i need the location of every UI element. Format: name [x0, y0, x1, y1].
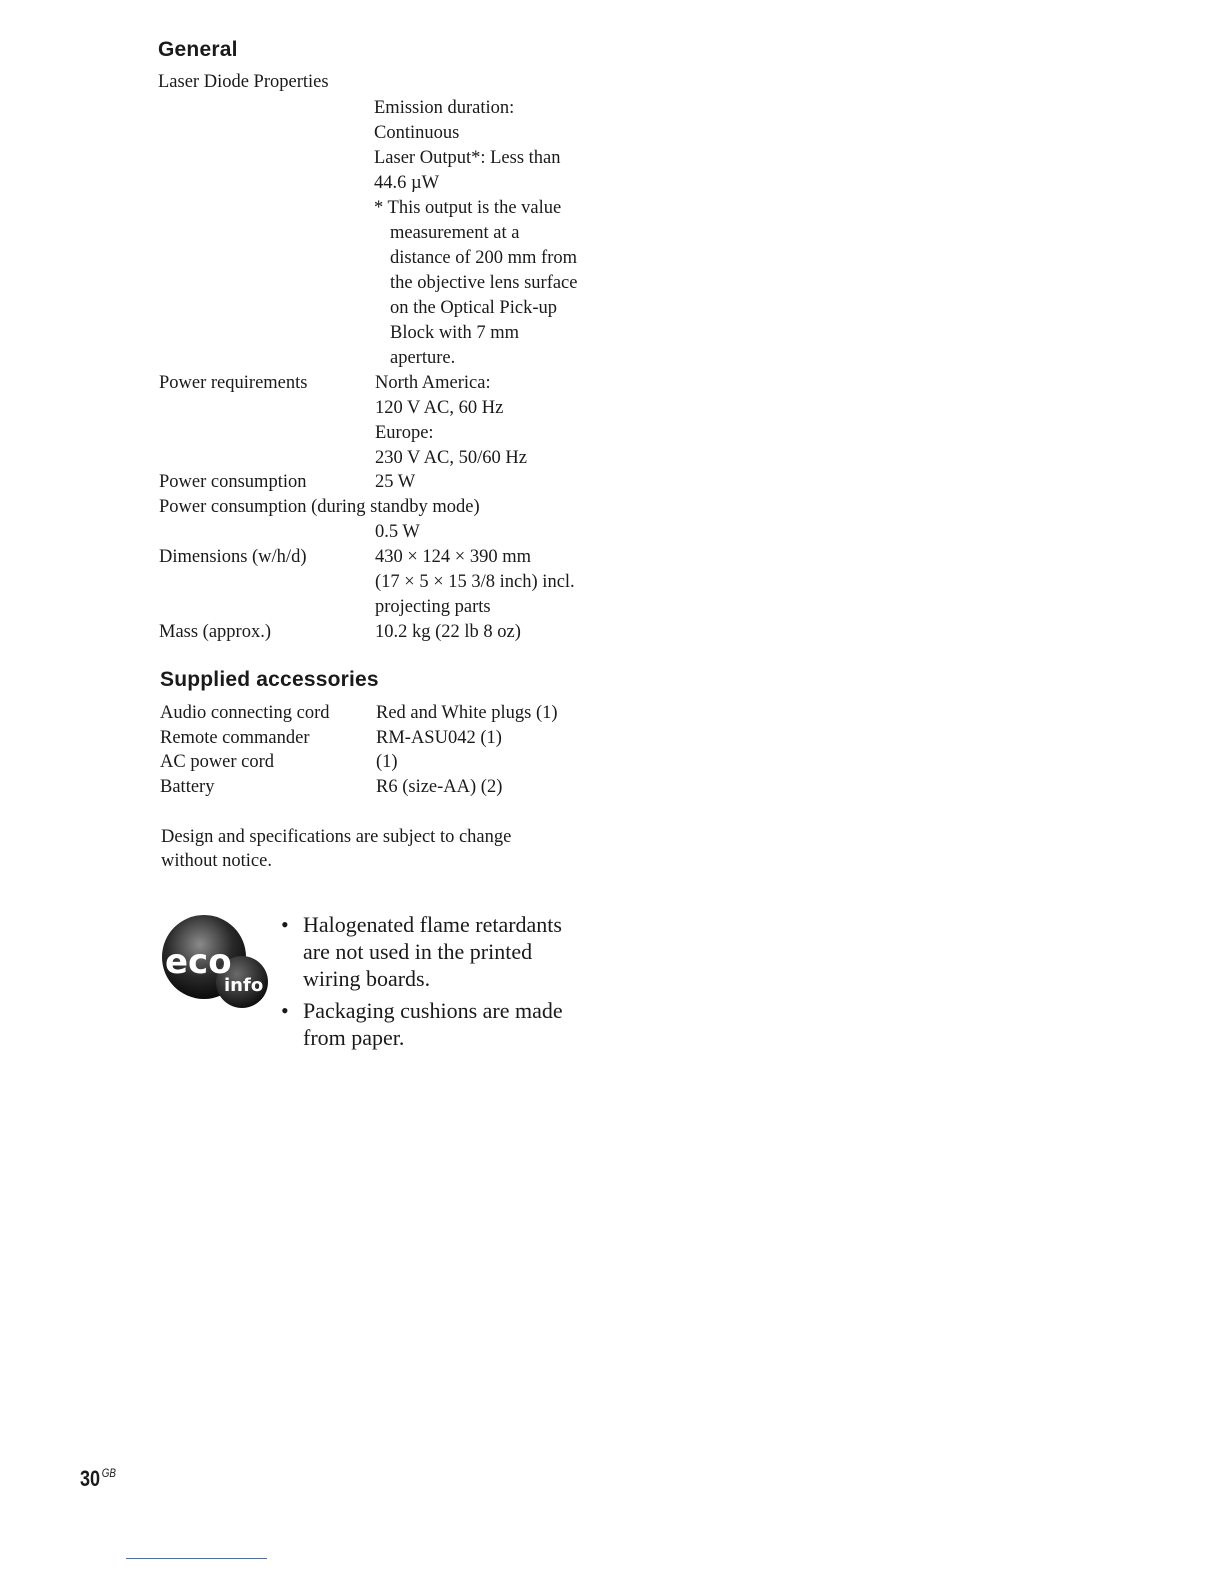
general-heading: General	[158, 38, 238, 61]
laser-note-line: * This output is the value	[374, 198, 562, 218]
footer-rule	[126, 1558, 267, 1559]
mass-label: Mass (approx.)	[159, 622, 272, 642]
power-requirements-label: Power requirements	[159, 373, 308, 393]
power-requirements-line: Europe:	[375, 423, 434, 443]
laser-diode-label: Laser Diode Properties	[158, 72, 329, 92]
laser-output-value: 44.6 µW	[374, 173, 440, 193]
accessory-name: AC power cord	[160, 752, 275, 772]
eco-info-logo	[160, 915, 270, 1011]
accessory-value: RM-ASU042 (1)	[376, 728, 502, 748]
accessory-value: (1)	[376, 752, 398, 772]
laser-note-line: on the Optical Pick-up	[390, 298, 557, 318]
accessory-value: R6 (size-AA) (2)	[376, 777, 503, 797]
eco-bullet-line: Packaging cushions are made	[303, 998, 563, 1023]
laser-emission-line: Emission duration:	[374, 98, 515, 118]
laser-emission-value: Continuous	[374, 123, 460, 143]
accessory-name: Remote commander	[160, 728, 310, 748]
accessory-name: Audio connecting cord	[160, 703, 330, 723]
notice-text: without notice.	[161, 851, 272, 871]
dimensions-label: Dimensions (w/h/d)	[159, 547, 307, 567]
bullet-icon: •	[281, 912, 289, 937]
dimensions-line: (17 × 5 × 15 3/8 inch) incl.	[375, 572, 575, 592]
power-consumption-label: Power consumption	[159, 472, 307, 492]
page-number-suffix: GB	[101, 1466, 116, 1480]
standby-consumption-label: Power consumption (during standby mode)	[159, 497, 480, 517]
dimensions-line: projecting parts	[375, 597, 491, 617]
eco-bullet-line: are not used in the printed	[303, 939, 533, 964]
page-number	[80, 1466, 116, 1492]
eco-logo-word: eco	[165, 942, 232, 982]
accessory-value: Red and White plugs (1)	[376, 703, 558, 723]
notice-text: Design and specifications are subject to change	[161, 827, 512, 847]
eco-bullet-line: wiring boards.	[303, 966, 431, 991]
eco-bullet-line: Halogenated flame retardants	[303, 912, 562, 937]
power-requirements-line: 230 V AC, 50/60 Hz	[375, 448, 527, 468]
page-number-value: 30	[80, 1466, 101, 1491]
laser-note-line: distance of 200 mm from	[390, 248, 578, 268]
laser-note-line: aperture.	[390, 348, 456, 368]
mass-value: 10.2 kg (22 lb 8 oz)	[375, 622, 521, 642]
standby-consumption-value: 0.5 W	[375, 522, 420, 542]
dimensions-line: 430 × 124 × 390 mm	[375, 547, 532, 567]
laser-output-line: Laser Output*: Less than	[374, 148, 561, 168]
eco-logo-subword: info	[224, 975, 264, 996]
laser-note-line: measurement at a	[390, 223, 520, 243]
power-consumption-value: 25 W	[375, 472, 416, 492]
power-requirements-line: North America:	[375, 373, 491, 393]
laser-note-line: the objective lens surface	[390, 273, 578, 293]
laser-note-line: Block with 7 mm	[390, 323, 519, 343]
bullet-icon: •	[281, 998, 289, 1023]
accessory-name: Battery	[160, 777, 215, 797]
power-requirements-line: 120 V AC, 60 Hz	[375, 398, 504, 418]
eco-bullet-line: from paper.	[303, 1025, 405, 1050]
accessories-heading: Supplied accessories	[160, 668, 379, 691]
